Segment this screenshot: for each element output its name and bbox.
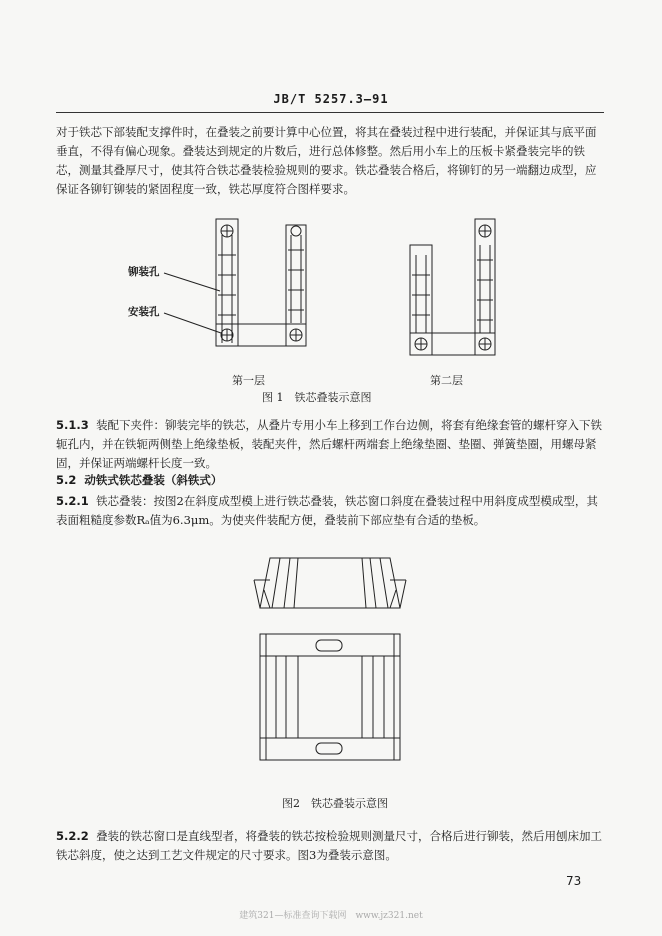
fig2-side-view bbox=[254, 558, 406, 608]
page-number: 73 bbox=[566, 874, 582, 888]
layer1-label: 第一层 bbox=[232, 374, 265, 387]
section-number: 5.2.1 bbox=[56, 494, 89, 508]
layer1-core bbox=[216, 219, 306, 346]
layer2-core bbox=[410, 219, 495, 355]
section-title: 动铁式铁芯叠装（斜铁式） bbox=[84, 473, 223, 487]
header-rule bbox=[56, 112, 604, 113]
section-text: 铁芯叠装：按图2在斜度成型模上进行铁芯叠装，铁芯窗口斜度在叠装过程中用斜度成型模成型，其表面粗糙度参数Rₐ值为6.3μm。为使夹件装配方便，叠装前下部应垫有合适的垫板。 bbox=[56, 494, 598, 527]
figure-2-caption: 图2 铁芯叠装示意图 bbox=[282, 797, 388, 810]
section-text: 叠装的铁芯窗口是直线型者，将叠装的铁芯按检验规则测量尺寸，合格后进行铆装，然后用刨床加工铁芯斜度，使之达到工艺文件规定的尺寸要求。图3为叠装示意图。 bbox=[56, 829, 603, 862]
section-text: 装配下夹件：铆装完毕的铁芯，从叠片专用小车上移到工作台边侧，将套有绝缘套管的螺杆穿入下铁轭孔内，并在铁轭两侧垫上绝缘垫板，装配夹件，然后螺杆两端套上绝缘垫圈、垫圈、弹簧垫圈，用螺母紧固，并保证两端螺杆长度一致。 bbox=[56, 418, 603, 470]
section-number: 5.1.3 bbox=[56, 418, 89, 432]
label-mount-hole: 安装孔 bbox=[128, 306, 160, 318]
standard-code-header: JB/T 5257.3—91 bbox=[273, 92, 389, 106]
label-rivet-hole: 铆装孔 bbox=[128, 266, 160, 278]
section-5-2-heading bbox=[56, 472, 222, 488]
fig2-front-view bbox=[260, 634, 400, 760]
figure-2-drawing bbox=[250, 550, 410, 770]
footer-watermark: 建筑321—标准查询下载网 www.jz321.net bbox=[239, 911, 423, 921]
paragraph-intro: 对于铁芯下部装配支撑件时，在叠装之前要计算中心位置，将其在叠装过程中进行装配，并保证其与底平面垂直，不得有偏心现象。叠装达到规定的片数后，进行总体修整。然后用小车上的压板卡紧叠装完毕的铁芯，测量其叠厚尺寸，使其符合铁芯叠装检验规则的要求。铁芯叠装合格后，将铆钉的另一端翻边成型，应保证各铆钉铆装的紧固程度一致，铁芯厚度符合图样要求。 bbox=[56, 125, 597, 196]
section-5-1-3 bbox=[56, 416, 604, 473]
figure-1-caption: 图 1 铁芯叠装示意图 bbox=[262, 391, 372, 404]
section-5-2-2 bbox=[56, 827, 604, 865]
section-number: 5.2.2 bbox=[56, 829, 89, 843]
figure-1-drawing bbox=[120, 215, 520, 390]
section-number: 5.2 bbox=[56, 473, 77, 487]
layer2-label: 第二层 bbox=[430, 374, 463, 387]
section-5-2-1 bbox=[56, 492, 604, 530]
